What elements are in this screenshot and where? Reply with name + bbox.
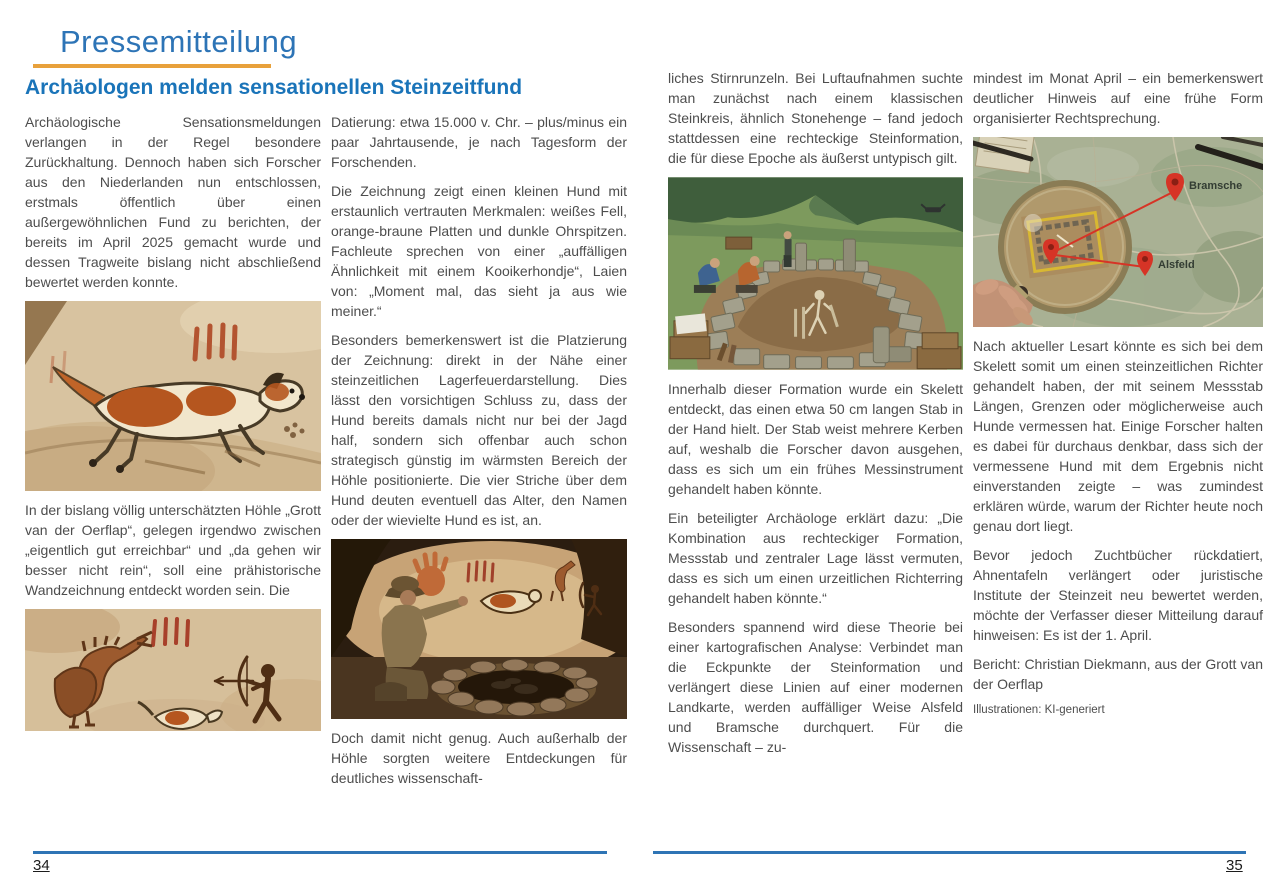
page-number-left: 34 — [33, 857, 50, 874]
paragraph: Archäologische Sensationsmeldungen verlangen in der Regel besondere Zurückhaltung. Dennoch haben sich Forscher aus den Niederlanden nun entschlossen, erstmals öffentlich über einen außergewöhnlichen Fund zu berichten, der bereits im April 2025 gemacht wurde und dessen Tragweite bislang nicht abschließend bewertet werden konnte. — [25, 114, 321, 290]
column-1 — [25, 112, 321, 740]
paragraph: Besonders spannend wird diese Theorie bei einer kartografischen Analyse: Verbindet man die Eckpunkte der Steinformation und verlängert diese Linien auf einer modernen Landkarte, werden auffälliger Weise Alsfeld und Bramsche durchquert. Für die Wissenschaft – zu- — [668, 619, 963, 755]
title-underline-bar — [33, 64, 271, 68]
footer-rule-left-page — [33, 851, 607, 854]
field-notebook — [675, 313, 707, 334]
page-number-right: 35 — [1226, 857, 1243, 874]
paragraph: Nach aktueller Lesart könnte es sich bei dem Skelett somit um einen steinzeitlichen Richter gehandelt haben, der mit seinem Messstab Längen, Grenzen oder möglicherweise auch Hunde vermessen hat. Einige Forscher halten es dabei für durchaus denkbar, dass sich der vermessene Hund mit dem Ergebnis nicht einverstanden zeigte – was zumindest erklären würde, warum der Richter heute noch genau dort liegt. — [973, 338, 1263, 534]
paragraph: Die Zeichnung zeigt einen kleinen Hund mit erstaunlich vertrauten Merkmalen: weißes Fell, orange-braune Platten und dunkle Ohrspitzen. Fachleute sprechen von einer „auffälligen Ähnlichkeit mit einem Kooikerhondje“, Laien von: „Moment mal, das sieht ja aus wie meiner.“ — [331, 183, 627, 319]
paragraph: liches Stirnrunzeln. Bei Luftaufnahmen suchte man zunächst nach einem klassischen Steinkreis, ähnlich Stonehenge – fand jedoch stattdessen eine rechteckige Steinformation, die für diese Epoche als äußerst untypisch gilt. — [668, 70, 963, 166]
paragraph: Datierung: etwa 15.000 v. Chr. – plus/minus ein paar Jahrtausende, je nach Tagesform der Forschenden. — [331, 114, 627, 170]
footer-rule-right-page — [653, 851, 1246, 854]
paragraph: In der bislang völlig unterschätzten Höhle „Grott van der Oerflap“, gelegen irgendwo zwischen „eigentlich gut erreichbar“ und „da gehen wir besser nicht rein“, soll eine prähistorische Wandzeichnung entdeckt worden sein. Die — [25, 502, 321, 598]
page-title: Pressemitteilung — [60, 24, 298, 59]
paragraph: mindest im Monat April – ein bemerkenswert deutlicher Hinweis auf eine frühe Form organisierter Rechtsprechung. — [973, 70, 1263, 126]
explorer-cave-firepit-image — [331, 539, 627, 719]
excavation-site-image — [668, 177, 963, 370]
paragraph: Besonders bemerkenswert ist die Platzierung der Zeichnung: direkt in der Nähe einer steinzeitlichen Lagerfeuerdarstellung. Dies lässt den vorsichtigen Schluss zu, dass der Hund bereits damals nicht nur bei der Jagd half, sondern sich offenbar auch schon strategisch günstig im wärmsten Bereich der Höhle positionierte. Die vier Striche über dem Hund deuten eventuell das Alter, den Namen oder der wievielte Hund es ist, an. — [331, 332, 627, 528]
column-2 — [331, 112, 627, 797]
pin-label-alsfeld: Alsfeld — [1158, 259, 1195, 271]
column-4 — [973, 68, 1263, 727]
illustration-credit: Illustrationen: KI-generiert — [973, 704, 1105, 716]
pin-label-bramsche: Bramsche — [1189, 180, 1243, 192]
paragraph: Ein beteiligter Archäologe erklärt dazu: „Die Kombination aus rechteckiger Formation, Messstab und zentraler Lage lässt vermuten, dass es sich um einen urzeitlichen Richterring gehandelt haben könnte.“ — [668, 510, 963, 606]
byline: Bericht: Christian Diekmann, aus der Grott van der Oerflap — [973, 656, 1263, 692]
paragraph: Bevor jedoch Zuchtbücher rückdatiert, Ahnentafeln verlängert oder juristische Institute der Steinzeit neu bewertet werden, möchte der Verfasser dieser Mitteilung darauf hinweisen: Es ist der 1. April. — [973, 547, 1263, 643]
paragraph: Innerhalb dieser Formation wurde ein Skelett entdeckt, das einen etwa 50 cm langen Stab in der Hand hielt. Der Stab weist mehrere Kerben auf, weshalb die Forscher davon ausgehen, dass es sich um ein frühes Messinstrument gehandelt haben könnte. — [668, 381, 963, 497]
map-magnifier-image — [973, 137, 1263, 327]
cave-painting-dog-image — [25, 301, 321, 491]
column-3 — [668, 68, 963, 766]
article-headline: Archäologen melden sensationellen Steinzeitfund — [25, 76, 523, 99]
paragraph: Doch damit nicht genug. Auch außerhalb der Höhle sorgten weitere Entdeckungen für deutliches wissenschaft- — [331, 730, 627, 786]
cave-painting-bird-archer-image — [25, 609, 321, 731]
